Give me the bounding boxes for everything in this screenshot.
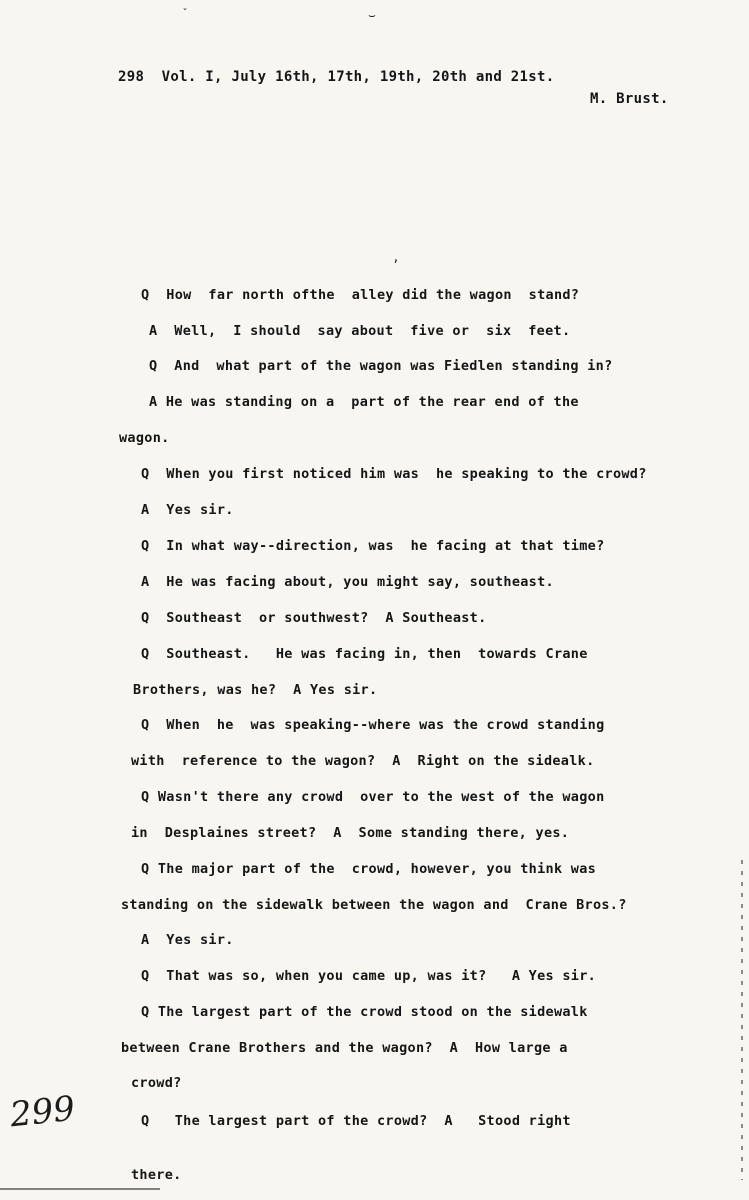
- testimony-line: A He was standing on a part of the rear end of the: [149, 394, 579, 410]
- testimony-line: A Well, I should say about five or six feet.: [149, 323, 571, 339]
- testimony-line: in Desplaines street? A Some standing there, yes.: [131, 825, 570, 841]
- testimony-line: Q The major part of the crowd, however, you think was: [141, 861, 597, 877]
- binding-edge: [741, 860, 743, 1180]
- testimony-line: Q The largest part of the crowd? A Stood right: [141, 1113, 571, 1129]
- witness-name: M. Brust.: [590, 91, 669, 107]
- testimony-line: Q When he was speaking--where was the crowd standing: [141, 717, 605, 733]
- testimony-line: Q When you first noticed him was he speaking to the crowd?: [141, 466, 647, 482]
- testimony-line: Q Southeast. He was facing in, then towards Crane: [141, 646, 588, 662]
- testimony-line: wagon.: [119, 430, 170, 446]
- testimony-line: Q In what way--direction, was he facing at that time?: [141, 538, 605, 554]
- testimony-line: Q The largest part of the crowd stood on the sidewalk: [141, 1004, 588, 1020]
- testimony-line: Brothers, was he? A Yes sir.: [133, 682, 378, 698]
- testimony-line: between Crane Brothers and the wagon? A How large a: [121, 1040, 568, 1056]
- testimony-line: Q Southeast or southwest? A Southeast.: [141, 610, 487, 626]
- page-header: 298 Vol. I, July 16th, 17th, 19th, 20th and 21st.: [118, 69, 555, 85]
- testimony-line: standing on the sidewalk between the wagon and Crane Bros.?: [121, 897, 627, 913]
- handwritten-page-number: 299: [8, 1088, 77, 1136]
- testimony-line: Q How far north ofthe alley did the wagon stand?: [141, 287, 580, 303]
- scan-mark: ˇ: [182, 8, 189, 19]
- testimony-line: Q And what part of the wagon was Fiedlen standing in?: [149, 358, 613, 374]
- testimony-line: A Yes sir.: [141, 932, 234, 948]
- testimony-line: Q Wasn't there any crowd over to the west of the wagon: [141, 789, 605, 805]
- testimony-line: with reference to the wagon? A Right on the sidealk.: [131, 753, 595, 769]
- scan-mark: ⌣: [368, 8, 376, 22]
- testimony-line: A He was facing about, you might say, southeast.: [141, 574, 554, 590]
- scan-mark: ʼ: [392, 258, 400, 272]
- testimony-line: Q That was so, when you came up, was it? A Yes sir.: [141, 968, 597, 984]
- testimony-line: there.: [131, 1167, 182, 1183]
- testimony-line: A Yes sir.: [141, 502, 234, 518]
- scan-edge: [0, 1188, 160, 1190]
- testimony-line: crowd?: [131, 1075, 182, 1091]
